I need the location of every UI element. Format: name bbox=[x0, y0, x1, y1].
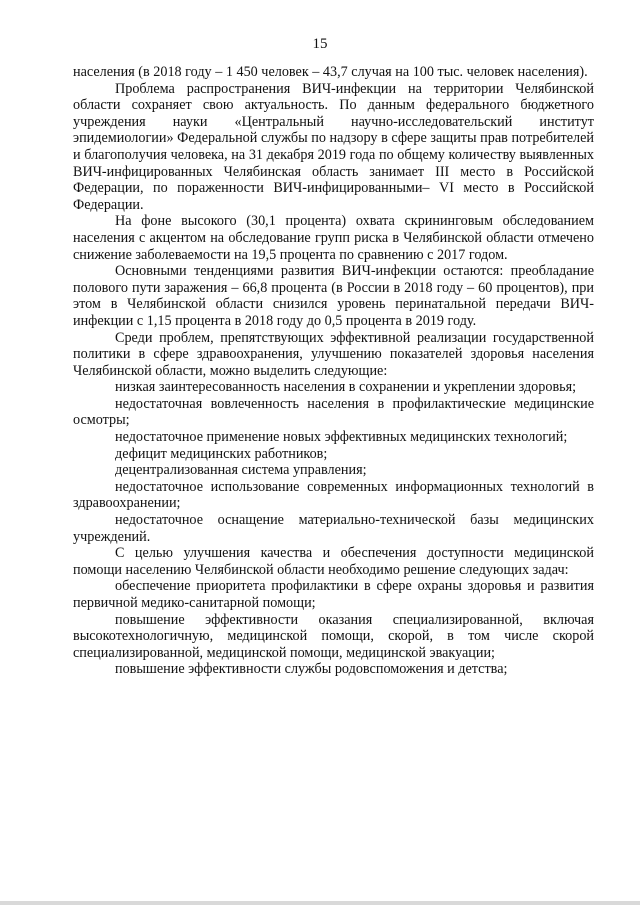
list-item-problem: недостаточное использование современных информационных технологий в здравоохранении; bbox=[73, 478, 594, 512]
list-item-task: обеспечение приоритета профилактики в сфере охраны здоровья и развития первичной медико-санитарной помощи; bbox=[73, 578, 594, 611]
paragraph-hiv-trends: Основными тенденциями развития ВИЧ-инфекции остаются: преобладание полового пути заражения – 66,8 процента (в России в 2018 году – 60 процентов), при этом в Челябинской области снизился уровень перинатальной передачи ВИЧ-инфекции с 1,15 процента в 2018 году до 0,5 процента в 2019 году. bbox=[73, 263, 594, 329]
list-item-task: повышение эффективности оказания специализированной, включая высокотехнологичную, медицинской помощи, скорой, в том числе скорой специализированной, медицинской помощи, медицинской эвакуации; bbox=[73, 611, 594, 661]
paragraph-hiv-problem: Проблема распространения ВИЧ-инфекции на территории Челябинской области сохраняет свою актуальность. По данным федерального бюджетного учреждения науки «Центральный научно-исследовательский институт эпидемиологии» Федеральной службы по надзору в сфере защиты прав потребителей и благополучия человека, на 31 декабря 2019 года по общему количеству выявленных ВИЧ-инфицированных Челябинская область занимает III место в Российской Федерации, по пораженности ВИЧ-инфицированными– VI место в Российской Федерации. bbox=[73, 80, 594, 213]
scan-bottom-edge bbox=[0, 901, 640, 905]
list-item-problem: недостаточное применение новых эффективных медицинских технологий; bbox=[115, 429, 568, 446]
paragraph-problems-intro: Среди проблем, препятствующих эффективной реализации государственной политики в сфере здравоохранения, улучшению показателей здоровья населения Челябинской области, можно выделить следующие: bbox=[73, 329, 594, 379]
paragraph-continuation: населения (в 2018 году – 1 450 человек – 43,7 случая на 100 тыс. человек населения). bbox=[73, 64, 588, 80]
list-item-problem: недостаточное оснащение материально-технической базы медицинских учреждений. bbox=[73, 512, 594, 545]
paragraph-tasks-intro: С целью улучшения качества и обеспечения доступности медицинской помощи населению Челябинской области необходимо решение следующих задач: bbox=[73, 545, 594, 578]
page-number: 15 bbox=[312, 36, 328, 52]
list-item-problem: низкая заинтересованность населения в сохранении и укреплении здоровья; bbox=[115, 379, 577, 396]
list-item-problem: дефицит медицинских работников; bbox=[115, 445, 328, 462]
list-item-task: повышение эффективности службы родовспоможения и детства; bbox=[115, 661, 508, 678]
list-item-problem: децентрализованная система управления; bbox=[115, 462, 367, 479]
paragraph-screening: На фоне высокого (30,1 процента) охвата скрининговым обследованием населения с акцентом на обследование групп риска в Челябинской области отмечено снижение заболеваемости на 19,5 процента по сравнению с 2017 годом. bbox=[73, 213, 594, 263]
list-item-problem: недостаточная вовлеченность населения в профилактические медицинские осмотры; bbox=[73, 395, 594, 429]
body-text bbox=[73, 64, 594, 678]
